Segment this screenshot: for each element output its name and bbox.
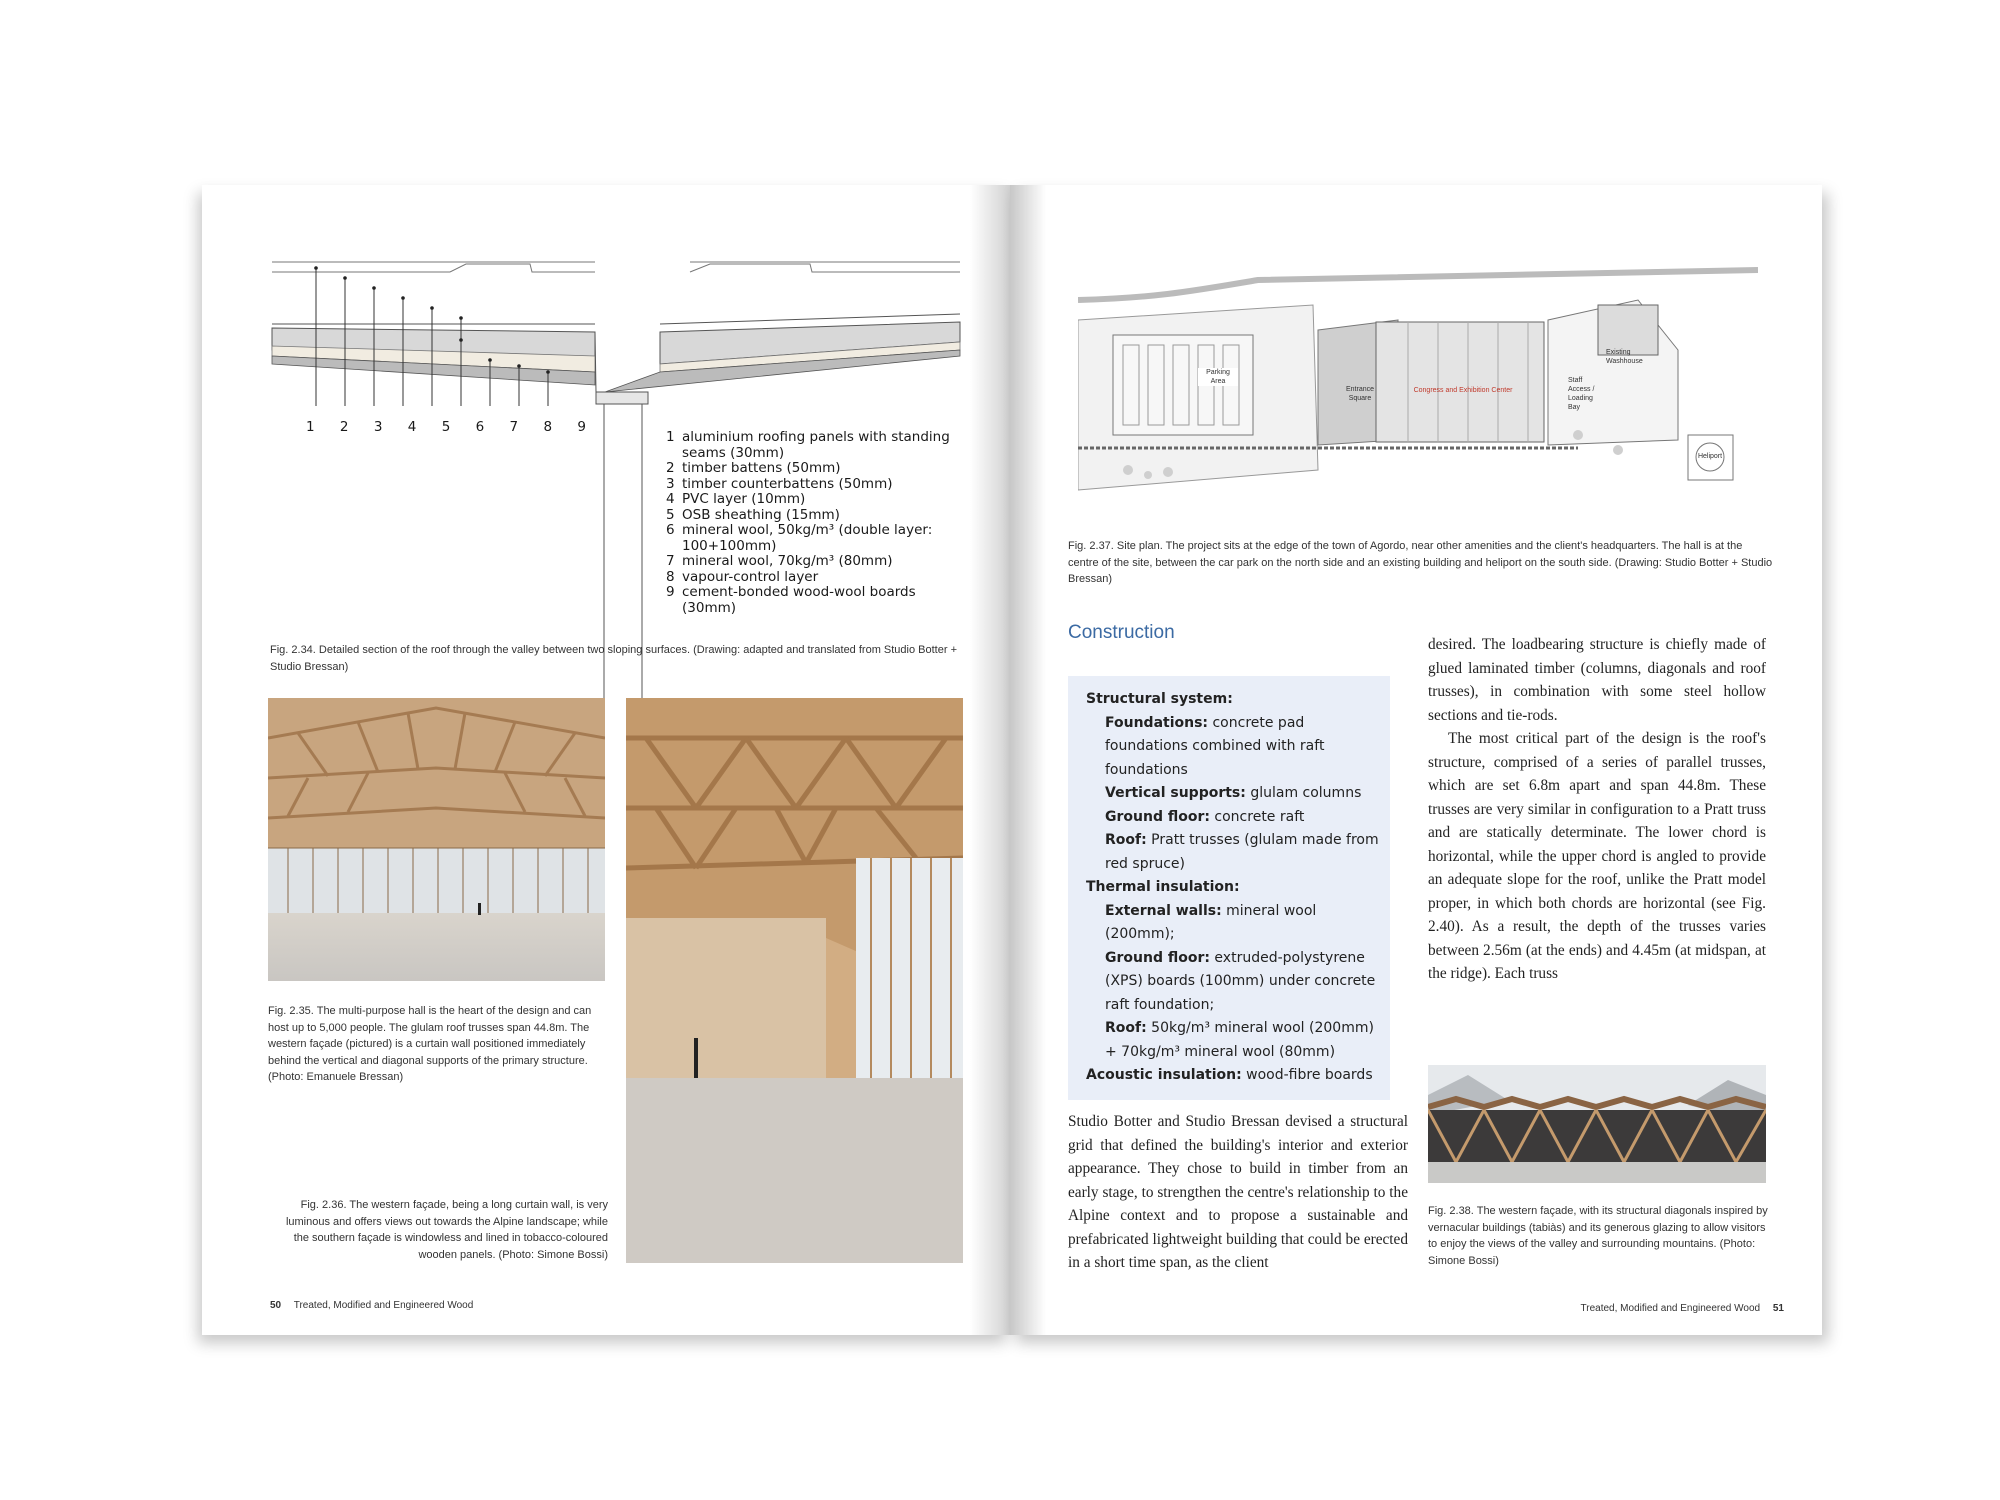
figure-label: Fig. 2.38. [1428,1205,1474,1217]
facade-exterior-photo [1428,1065,1766,1183]
legend-item: 5 OSB sheathing (15mm) [666,506,840,523]
vertical-supports-item: Vertical supports: glulam columns [1105,785,1362,801]
right-folio [1581,1303,1784,1314]
body-text-left-column: Studio Botter and Studio Bressan devised a structural grid that defined the building's interior and exterior appearance. They chose to build in timber from an early stage, to strengthen the centre's relationship to the Alpine context and to propose a sustainable and prefabricated lightweight building that could be erected in a short time span, as the client [1068,1113,1408,1271]
structural-system-title: Structural system: [1086,691,1233,707]
site-plan-drawing [1078,260,1758,500]
body-paragraph: The most critical part of the design is the roof's structure, comprised of a series of parallel trusses, which are set 6.8m apart and span 44.8m. These trusses are very similar in configuration to a Pratt truss and are statically determinate. The lower chord is horizontal, while the upper chord is angled to provide an adequate slope for the roof, unlike the Pratt model proper, in which both chords are horizontal (see Fig. 2.40). As a result, the depth of the trusses varies between 2.56m (at the ends) and 4.45m (at midspan, at the ridge). Each truss [1428,730,1766,982]
caption-text: Detailed section of the roof through the valley between two sloping surfaces. (Drawing: adapted and translated from Studio Botter + Studio Bressan) [270,644,957,673]
page-number: 51 [1772,1303,1784,1314]
thermal-roof-item: Roof: 50kg/m³ mineral wool (200mm) + 70kg/m³ mineral wool (80mm) [1105,1020,1374,1060]
legend-item: 3 timber counterbattens (50mm) [666,475,893,492]
fig-2-36-caption [268,1197,608,1263]
map-label-staff: Staff Access / Loading Bay [1568,377,1595,411]
body-paragraph: desired. The loadbearing structure is chiefly made of glued laminated timber (columns, diagonals and roof trusses), in combination with some steel hollow sections and tie-rods. [1428,636,1766,724]
fig-2-35-caption [268,1003,608,1086]
legend-item: 1 aluminium roofing panels with standing seams (30mm) [666,429,950,461]
caption-text: The multi-purpose hall is the heart of the design and can host up to 5,000 people. The glulam roof trusses span 44.8m. The western façade (pictured) is a curtain wall positioned immediately behind the vertical and diagonal supports of the primary structure. (Photo: Emanuele Bressan) [268,1005,592,1083]
gutter-shadow [970,185,1010,1335]
left-folio [270,1300,473,1311]
hall-interior-illustration [268,698,605,981]
left-page [202,185,1010,1335]
callout-number: 6 [475,419,485,435]
fig-2-34-caption [270,642,970,675]
long-hall-illustration [626,698,963,1263]
roof-item: Roof: Pratt trusses (glulam made from red spruce) [1105,832,1379,872]
map-label-centre: Congress and Exhibition Center [1413,387,1513,394]
thermal-insulation-title: Thermal insulation: [1086,879,1240,895]
figure-label: Fig. 2.34. [270,644,316,656]
map-label-parking: Parking Area [1198,368,1238,386]
figure-label: Fig. 2.35. [268,1005,314,1017]
callout-number: 2 [339,419,349,435]
thermal-ground-floor-item: Ground floor: extruded-polystyrene (XPS) boards (100mm) under concrete raft foundation; [1105,949,1376,1013]
right-page [1010,185,1822,1335]
running-title: Treated, Modified and Engineered Wood [293,1300,474,1311]
caption-text: Site plan. The project sits at the edge of the town of Agordo, near other amenities and the client's headquarters. The hall is at the centre of the site, between the car park on the north side and an existing building and heliport on the south side. (Drawing: Studio Botter + Studio Bressan) [1068,540,1773,585]
gutter-shadow [1010,185,1046,1335]
map-label-entrance: Entrance Square [1345,386,1375,402]
map-label-heliport: Heliport [1697,453,1723,460]
caption-text: The western façade, being a long curtain wall, is very luminous and offers views out towards the Alpine landscape; while the southern façade is windowless and lined in tobacco-coloured wooden panels. (Photo: Simone Bossi) [285,1199,608,1261]
roof-layer-legend [666,430,966,616]
section-heading: Construction [1068,622,1175,643]
map-label-washhouse: Existing Washhouse [1606,349,1643,365]
construction-info-box [1068,676,1390,1100]
caption-text: The western façade, with its structural diagonals inspired by vernacular buildings (tabiàs) and its generous glazing to allow visitors to enjoy the views of the valley and surrounding mountains. (Photo: Simone Bossi) [1428,1205,1768,1267]
body-text-right-column [1428,633,1766,986]
fig-2-38-caption [1428,1203,1768,1269]
callout-number: 4 [407,419,417,435]
page-number: 50 [270,1300,282,1311]
figure-label: Fig. 2.37. [1068,540,1114,552]
legend-item: 6 mineral wool, 50kg/m³ (double layer: 100+100mm) [666,522,933,554]
hall-interior-photo [268,698,605,981]
legend-item: 4 PVC layer (10mm) [666,491,806,507]
callout-number: 3 [373,419,383,435]
figure-label: Fig. 2.36. [300,1199,347,1211]
legend-item: 2 timber battens (50mm) [666,460,841,476]
ground-floor-item: Ground floor: concrete raft [1105,808,1305,825]
callout-number: 8 [543,419,553,435]
callout-number-row [306,420,586,436]
site-plan [1078,260,1758,500]
acoustic-insulation-item: Acoustic insulation: wood-fibre boards [1086,1067,1373,1083]
external-walls-item: External walls: mineral wool (200mm); [1105,902,1317,942]
legend-item: 7 mineral wool, 70kg/m³ (80mm) [666,553,893,569]
callout-number: 5 [441,419,451,435]
foundations-item: Foundations: concrete pad foundations combined with raft foundations [1105,714,1325,778]
callout-number: 9 [577,419,586,435]
legend-item: 9 cement-bonded wood-wool boards (30mm) [666,584,916,616]
callout-number: 7 [509,419,519,435]
legend-item: 8 vapour-control layer [666,568,819,585]
fig-2-37-caption [1068,538,1773,588]
western-facade-interior-photo [626,698,963,1263]
callout-number: 1 [306,419,315,435]
facade-exterior-illustration [1428,1065,1766,1183]
running-title: Treated, Modified and Engineered Wood [1580,1303,1761,1314]
